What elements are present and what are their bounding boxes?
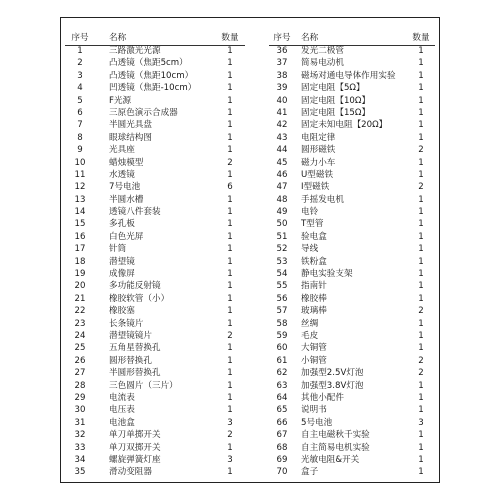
item-number: 3	[77, 70, 83, 81]
item-number: 19	[74, 269, 86, 280]
table-row	[269, 417, 435, 429]
table-row	[65, 256, 245, 268]
table-row	[65, 380, 245, 392]
item-quantity: 2	[227, 430, 233, 441]
item-number: 57	[276, 306, 288, 317]
item-quantity: 3	[227, 454, 233, 465]
header-quantity: 数量	[412, 33, 430, 43]
item-name: 说明书	[301, 405, 327, 416]
item-number: 54	[276, 269, 288, 280]
item-quantity: 1	[227, 392, 233, 403]
item-quantity: 1	[227, 58, 233, 69]
item-quantity: 1	[227, 70, 233, 81]
item-name: 5号电池	[301, 417, 333, 428]
item-number: 44	[276, 145, 288, 156]
table-row	[269, 466, 435, 478]
item-number: 40	[276, 95, 288, 106]
item-number: 22	[74, 306, 86, 317]
item-name: 小铜管	[301, 355, 327, 366]
item-quantity: 1	[227, 368, 233, 379]
table-row	[65, 70, 245, 82]
item-number: 67	[276, 430, 288, 441]
table-row	[65, 342, 245, 354]
item-name: 半圆光具盘	[109, 120, 152, 131]
item-name: 螺旋弹簧灯座	[109, 454, 161, 465]
item-quantity: 1	[418, 58, 424, 69]
item-number: 53	[276, 256, 288, 267]
item-number: 10	[74, 157, 86, 168]
item-quantity: 2	[418, 355, 424, 366]
item-quantity: 1	[418, 467, 424, 478]
item-name: 丝绸	[301, 318, 319, 329]
table-row	[269, 429, 435, 441]
item-name: 三原色演示合成器	[109, 107, 178, 118]
table-row	[65, 157, 245, 169]
item-number: 4	[77, 83, 83, 94]
table-row	[65, 454, 245, 466]
item-quantity: 2	[418, 145, 424, 156]
item-name: 白色光屏	[109, 231, 144, 242]
item-number: 2	[77, 58, 83, 69]
item-name: 多孔板	[109, 219, 135, 230]
item-quantity: 1	[418, 256, 424, 267]
item-quantity: 2	[418, 368, 424, 379]
table-row	[269, 268, 435, 280]
item-quantity: 1	[418, 343, 424, 354]
table-row	[65, 243, 245, 255]
item-quantity: 6	[227, 182, 233, 193]
item-name: T型管	[301, 219, 324, 230]
item-name: 光敏电阻&开关	[301, 454, 360, 465]
table-row	[269, 194, 435, 206]
item-name: 多功能反射镜	[109, 281, 161, 292]
table-row	[269, 82, 435, 94]
item-quantity: 3	[227, 417, 233, 428]
table-row	[65, 404, 245, 416]
table-row	[65, 107, 245, 119]
item-number: 1	[77, 46, 83, 56]
table-row	[65, 442, 245, 454]
item-quantity: 1	[418, 83, 424, 94]
item-number: 43	[276, 132, 288, 143]
item-name: U型磁铁	[301, 169, 334, 180]
item-name: 长条镜片	[109, 318, 144, 329]
item-number: 24	[74, 330, 86, 341]
item-quantity: 1	[227, 194, 233, 205]
item-quantity: 1	[418, 207, 424, 218]
item-name: 电池盒	[109, 417, 135, 428]
item-quantity: 1	[227, 269, 233, 280]
item-quantity: 1	[227, 343, 233, 354]
table-row	[269, 330, 435, 342]
item-name: 大铜管	[301, 343, 327, 354]
table-row	[269, 243, 435, 255]
item-number: 27	[74, 368, 86, 379]
item-number: 55	[276, 281, 288, 292]
item-number: 41	[276, 107, 288, 118]
item-quantity: 1	[418, 293, 424, 304]
item-number: 68	[276, 442, 288, 453]
item-number: 16	[74, 231, 86, 242]
item-name: 静电实验支架	[301, 269, 353, 280]
right-rows	[269, 45, 435, 479]
table-row	[269, 280, 435, 292]
table-row	[269, 256, 435, 268]
item-name: 固定电阻【5Ω】	[301, 83, 365, 94]
table-row	[269, 218, 435, 230]
item-quantity: 1	[227, 256, 233, 267]
item-name: 半圆形替换孔	[109, 368, 161, 379]
table-row	[269, 293, 435, 305]
item-name: 电铃	[301, 207, 319, 218]
item-name: 磁力小车	[301, 157, 336, 168]
item-name: 水透镜	[109, 169, 135, 180]
item-number: 28	[74, 380, 86, 391]
item-name: 五角星替换孔	[109, 343, 161, 354]
table-row	[269, 95, 435, 107]
item-name: 电阻定律	[301, 132, 336, 143]
table-row	[269, 107, 435, 119]
item-name: 半圆水槽	[109, 194, 144, 205]
table-row	[65, 318, 245, 330]
item-quantity: 2	[227, 157, 233, 168]
item-quantity: 1	[418, 95, 424, 106]
item-name: 铁粉盒	[301, 256, 327, 267]
table-row	[269, 45, 435, 57]
table-row	[65, 305, 245, 317]
table-row	[269, 404, 435, 416]
parts-table-left	[65, 32, 245, 479]
item-name: 7号电池	[109, 182, 141, 193]
table-row	[65, 82, 245, 94]
item-name: 指南针	[301, 281, 327, 292]
table-row	[65, 429, 245, 441]
table-row	[269, 144, 435, 156]
table-row	[65, 57, 245, 69]
item-quantity: 1	[227, 355, 233, 366]
header-name: 名称	[109, 33, 127, 43]
item-number: 33	[74, 442, 86, 453]
table-row	[65, 45, 245, 57]
item-name: 橡胶软管（小）	[109, 293, 170, 304]
item-name: F光源	[109, 95, 132, 106]
item-number: 26	[74, 355, 86, 366]
item-quantity: 1	[418, 454, 424, 465]
item-name: 毛皮	[301, 330, 319, 341]
item-name: 发光二极管	[301, 46, 344, 56]
item-quantity: 3	[418, 417, 424, 428]
header-number: 序号	[273, 33, 291, 43]
item-quantity: 1	[227, 442, 233, 453]
item-number: 5	[77, 95, 83, 106]
table-row	[65, 466, 245, 478]
item-number: 60	[276, 343, 288, 354]
item-number: 35	[74, 467, 86, 478]
item-name: 针筒	[109, 244, 127, 255]
table-row	[269, 57, 435, 69]
item-number: 36	[276, 46, 288, 56]
item-number: 7	[77, 120, 83, 131]
item-number: 49	[276, 207, 288, 218]
item-number: 6	[77, 107, 83, 118]
item-name: 其他小配件	[301, 392, 344, 403]
item-number: 15	[74, 219, 86, 230]
item-quantity: 1	[227, 380, 233, 391]
table-row	[269, 181, 435, 193]
item-name: 潜望镜镜片	[109, 330, 152, 341]
table-row	[65, 132, 245, 144]
item-name: 自主简易电机实验	[301, 442, 370, 453]
table-row	[269, 231, 435, 243]
table-row	[269, 454, 435, 466]
item-quantity: 1	[227, 244, 233, 255]
item-number: 45	[276, 157, 288, 168]
table-row	[65, 268, 245, 280]
table-row	[65, 119, 245, 131]
table-row	[65, 293, 245, 305]
item-number: 46	[276, 169, 288, 180]
table-row	[269, 157, 435, 169]
item-name: 简易电动机	[301, 58, 344, 69]
table-row	[65, 367, 245, 379]
item-quantity: 1	[418, 318, 424, 329]
table-row	[65, 95, 245, 107]
item-quantity: 1	[227, 293, 233, 304]
item-number: 13	[74, 194, 86, 205]
table-row	[269, 318, 435, 330]
item-number: 51	[276, 231, 288, 242]
item-number: 48	[276, 194, 288, 205]
table-row	[269, 70, 435, 82]
item-name: 眼球结构图	[109, 132, 152, 143]
item-name: 潜望镜	[109, 256, 135, 267]
item-name: 凸透镜（焦距10cm）	[109, 70, 194, 81]
table-row	[65, 231, 245, 243]
item-name: 橡胶棒	[301, 293, 327, 304]
item-quantity: 1	[418, 70, 424, 81]
item-quantity: 1	[227, 95, 233, 106]
item-number: 17	[74, 244, 86, 255]
item-number: 56	[276, 293, 288, 304]
item-number: 14	[74, 207, 86, 218]
item-number: 21	[74, 293, 86, 304]
item-quantity: 1	[227, 219, 233, 230]
table-row	[269, 355, 435, 367]
item-name: 验电盒	[301, 231, 327, 242]
header-quantity: 数量	[221, 33, 239, 43]
table-row	[269, 342, 435, 354]
item-number: 59	[276, 330, 288, 341]
item-quantity: 1	[418, 269, 424, 280]
item-quantity: 2	[418, 306, 424, 317]
item-number: 39	[276, 83, 288, 94]
item-name: I型磁铁	[301, 182, 330, 193]
item-number: 25	[74, 343, 86, 354]
item-quantity: 1	[227, 169, 233, 180]
item-name: 凸透镜（焦距5cm）	[109, 58, 188, 69]
table-row	[65, 206, 245, 218]
item-number: 47	[276, 182, 288, 193]
item-name: 磁场对通电导体作用实验	[301, 70, 396, 81]
item-quantity: 1	[227, 207, 233, 218]
item-quantity: 1	[227, 46, 233, 56]
item-quantity: 1	[418, 107, 424, 118]
table-row	[65, 417, 245, 429]
item-number: 61	[276, 355, 288, 366]
item-number: 64	[276, 392, 288, 403]
item-number: 11	[74, 169, 86, 180]
item-quantity: 1	[418, 430, 424, 441]
item-number: 38	[276, 70, 288, 81]
item-number: 23	[74, 318, 86, 329]
item-quantity: 1	[418, 392, 424, 403]
item-name: 固定电阻【15Ω】	[301, 107, 371, 118]
item-name: 光具座	[109, 145, 135, 156]
item-name: 滑动变阻器	[109, 467, 152, 478]
item-quantity: 1	[418, 244, 424, 255]
table-row	[269, 206, 435, 218]
item-number: 20	[74, 281, 86, 292]
item-quantity: 1	[418, 169, 424, 180]
item-number: 32	[74, 430, 86, 441]
item-name: 电压表	[109, 405, 135, 416]
item-name: 电流表	[109, 392, 135, 403]
table-row	[65, 330, 245, 342]
item-number: 8	[77, 132, 83, 143]
table-row	[269, 380, 435, 392]
item-number: 37	[276, 58, 288, 69]
item-number: 63	[276, 380, 288, 391]
item-name: 加强型2.5V灯泡	[301, 368, 364, 379]
item-quantity: 2	[227, 330, 233, 341]
item-quantity: 1	[418, 120, 424, 131]
table-row	[269, 132, 435, 144]
table-row	[269, 305, 435, 317]
table-row	[65, 218, 245, 230]
item-name: 单刀双掷开关	[109, 442, 161, 453]
parts-list-sheet	[60, 17, 440, 483]
item-name: 盒子	[301, 467, 319, 478]
item-name: 凹透镜（焦距-10cm）	[109, 83, 197, 94]
table-row	[65, 181, 245, 193]
item-quantity: 1	[227, 231, 233, 242]
table-row	[269, 119, 435, 131]
item-name: 透镜八件套装	[109, 207, 161, 218]
item-quantity: 1	[418, 219, 424, 230]
table-row	[269, 169, 435, 181]
item-quantity: 1	[418, 231, 424, 242]
item-number: 69	[276, 454, 288, 465]
item-quantity: 1	[227, 120, 233, 131]
item-name: 三路激光光源	[109, 46, 161, 56]
item-number: 66	[276, 417, 288, 428]
item-name: 手摇发电机	[301, 194, 344, 205]
parts-table-right	[269, 32, 435, 479]
item-quantity: 1	[227, 145, 233, 156]
item-quantity: 1	[227, 281, 233, 292]
item-quantity: 1	[227, 405, 233, 416]
item-number: 58	[276, 318, 288, 329]
item-quantity: 1	[227, 132, 233, 143]
item-name: 三色圆片（三片）	[109, 380, 178, 391]
item-quantity: 1	[418, 157, 424, 168]
item-quantity: 1	[227, 318, 233, 329]
table-header-row	[65, 32, 245, 45]
item-quantity: 2	[418, 182, 424, 193]
item-number: 31	[74, 417, 86, 428]
item-quantity: 1	[418, 281, 424, 292]
table-row	[65, 355, 245, 367]
item-name: 加强型3.8V灯泡	[301, 380, 364, 391]
item-name: 固定未知电阻【20Ω】	[301, 120, 388, 131]
header-name: 名称	[301, 33, 319, 43]
item-name: 导线	[301, 244, 319, 255]
item-number: 12	[74, 182, 86, 193]
item-number: 62	[276, 368, 288, 379]
item-quantity: 1	[227, 107, 233, 118]
item-name: 自主电磁秋千实验	[301, 430, 370, 441]
table-row	[65, 169, 245, 181]
table-row	[65, 392, 245, 404]
item-name: 固定电阻【10Ω】	[301, 95, 371, 106]
table-header-row	[269, 32, 435, 45]
item-number: 30	[74, 405, 86, 416]
item-name: 圆形磁铁	[301, 145, 336, 156]
table-row	[65, 280, 245, 292]
item-number: 65	[276, 405, 288, 416]
item-quantity: 1	[418, 132, 424, 143]
item-number: 34	[74, 454, 86, 465]
item-number: 52	[276, 244, 288, 255]
header-number: 序号	[71, 33, 89, 43]
item-name: 单刀单掷开关	[109, 430, 161, 441]
item-quantity: 1	[418, 46, 424, 56]
item-quantity: 1	[418, 194, 424, 205]
item-number: 42	[276, 120, 288, 131]
item-number: 50	[276, 219, 288, 230]
item-number: 29	[74, 392, 86, 403]
item-quantity: 1	[227, 83, 233, 94]
item-quantity: 1	[418, 405, 424, 416]
item-name: 玻璃棒	[301, 306, 327, 317]
item-name: 成像屏	[109, 269, 135, 280]
table-row	[269, 367, 435, 379]
item-name: 橡胶塞	[109, 306, 135, 317]
item-number: 9	[77, 145, 83, 156]
table-row	[269, 442, 435, 454]
item-name: 蜡烛模型	[109, 157, 144, 168]
item-number: 70	[276, 467, 288, 478]
item-number: 18	[74, 256, 86, 267]
left-rows	[65, 45, 245, 479]
item-name: 圆形替换孔	[109, 355, 152, 366]
item-quantity: 1	[418, 330, 424, 341]
item-quantity: 1	[418, 442, 424, 453]
item-quantity: 1	[227, 306, 233, 317]
table-row	[269, 392, 435, 404]
item-quantity: 1	[227, 467, 233, 478]
table-row	[65, 144, 245, 156]
item-quantity: 1	[418, 380, 424, 391]
table-row	[65, 194, 245, 206]
